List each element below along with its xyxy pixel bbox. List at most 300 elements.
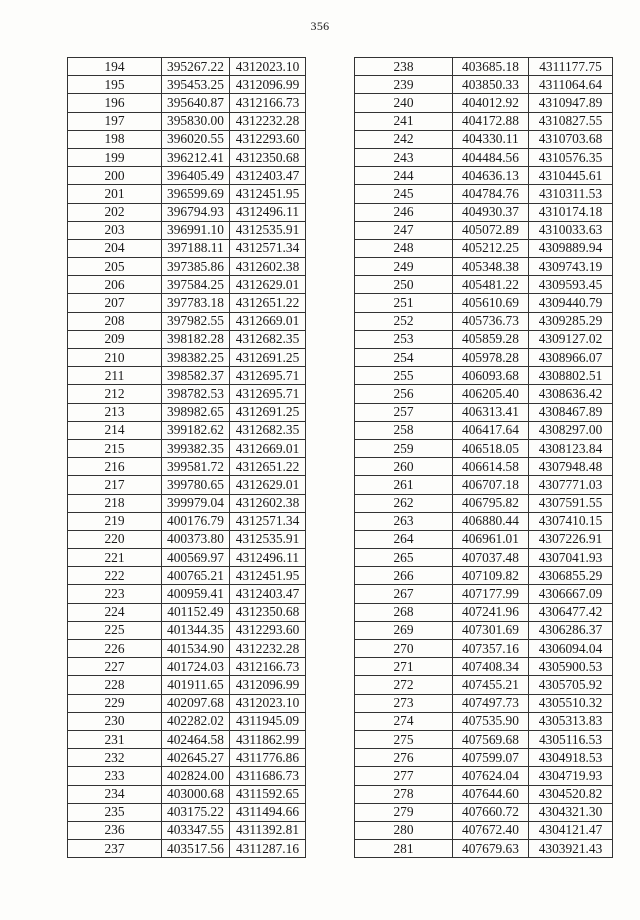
table-row bbox=[355, 621, 613, 639]
point-number-cell: 242 bbox=[355, 130, 453, 148]
point-number-cell: 248 bbox=[355, 239, 453, 257]
y-coordinate-cell: 4306286.37 bbox=[529, 621, 613, 639]
point-number-cell: 281 bbox=[355, 840, 453, 858]
x-coordinate-cell: 398582.37 bbox=[162, 367, 230, 385]
point-number-cell: 275 bbox=[355, 730, 453, 748]
point-number-cell: 253 bbox=[355, 330, 453, 348]
x-coordinate-cell: 402824.00 bbox=[162, 767, 230, 785]
y-coordinate-cell: 4308123.84 bbox=[529, 439, 613, 457]
table-row bbox=[68, 840, 306, 858]
point-number-cell: 200 bbox=[68, 167, 162, 185]
table-row bbox=[355, 58, 613, 76]
x-coordinate-cell: 405978.28 bbox=[453, 349, 529, 367]
point-number-cell: 216 bbox=[68, 458, 162, 476]
point-number-cell: 229 bbox=[68, 694, 162, 712]
table-row bbox=[68, 439, 306, 457]
point-number-cell: 264 bbox=[355, 530, 453, 548]
y-coordinate-cell: 4304520.82 bbox=[529, 785, 613, 803]
x-coordinate-cell: 396991.10 bbox=[162, 221, 230, 239]
table-row bbox=[355, 276, 613, 294]
x-coordinate-cell: 402464.58 bbox=[162, 730, 230, 748]
y-coordinate-cell: 4304121.47 bbox=[529, 821, 613, 839]
y-coordinate-cell: 4312571.34 bbox=[230, 512, 306, 530]
point-number-cell: 231 bbox=[68, 730, 162, 748]
x-coordinate-cell: 400765.21 bbox=[162, 567, 230, 585]
point-number-cell: 197 bbox=[68, 112, 162, 130]
x-coordinate-cell: 406880.44 bbox=[453, 512, 529, 530]
y-coordinate-cell: 4309889.94 bbox=[529, 239, 613, 257]
x-coordinate-cell: 400569.97 bbox=[162, 549, 230, 567]
point-number-cell: 278 bbox=[355, 785, 453, 803]
x-coordinate-cell: 402097.68 bbox=[162, 694, 230, 712]
x-coordinate-cell: 400373.80 bbox=[162, 530, 230, 548]
y-coordinate-cell: 4311686.73 bbox=[230, 767, 306, 785]
table-row bbox=[355, 258, 613, 276]
point-number-cell: 207 bbox=[68, 294, 162, 312]
point-number-cell: 276 bbox=[355, 749, 453, 767]
y-coordinate-cell: 4306477.42 bbox=[529, 603, 613, 621]
table-row bbox=[355, 130, 613, 148]
x-coordinate-cell: 407599.07 bbox=[453, 749, 529, 767]
point-number-cell: 235 bbox=[68, 803, 162, 821]
table-row bbox=[68, 458, 306, 476]
x-coordinate-cell: 407672.40 bbox=[453, 821, 529, 839]
y-coordinate-cell: 4305900.53 bbox=[529, 658, 613, 676]
table-row bbox=[68, 549, 306, 567]
table-row bbox=[355, 603, 613, 621]
x-coordinate-cell: 395830.00 bbox=[162, 112, 230, 130]
x-coordinate-cell: 405859.28 bbox=[453, 330, 529, 348]
point-number-cell: 274 bbox=[355, 712, 453, 730]
y-coordinate-cell: 4307041.93 bbox=[529, 549, 613, 567]
point-number-cell: 277 bbox=[355, 767, 453, 785]
table-row bbox=[68, 58, 306, 76]
table-row bbox=[68, 730, 306, 748]
x-coordinate-cell: 399382.35 bbox=[162, 439, 230, 457]
table-row bbox=[68, 803, 306, 821]
table-row bbox=[355, 185, 613, 203]
point-number-cell: 224 bbox=[68, 603, 162, 621]
point-number-cell: 205 bbox=[68, 258, 162, 276]
x-coordinate-cell: 401152.49 bbox=[162, 603, 230, 621]
table-row bbox=[68, 167, 306, 185]
y-coordinate-cell: 4311287.16 bbox=[230, 840, 306, 858]
x-coordinate-cell: 397783.18 bbox=[162, 294, 230, 312]
table-row bbox=[355, 312, 613, 330]
point-number-cell: 234 bbox=[68, 785, 162, 803]
x-coordinate-cell: 406205.40 bbox=[453, 385, 529, 403]
y-coordinate-cell: 4305313.83 bbox=[529, 712, 613, 730]
x-coordinate-cell: 403000.68 bbox=[162, 785, 230, 803]
point-number-cell: 263 bbox=[355, 512, 453, 530]
y-coordinate-cell: 4312602.38 bbox=[230, 258, 306, 276]
point-number-cell: 238 bbox=[355, 58, 453, 76]
point-number-cell: 206 bbox=[68, 276, 162, 294]
y-coordinate-cell: 4312096.99 bbox=[230, 676, 306, 694]
x-coordinate-cell: 397385.86 bbox=[162, 258, 230, 276]
y-coordinate-cell: 4307591.55 bbox=[529, 494, 613, 512]
point-number-cell: 258 bbox=[355, 421, 453, 439]
x-coordinate-cell: 406961.01 bbox=[453, 530, 529, 548]
table-row bbox=[355, 549, 613, 567]
table-row bbox=[355, 585, 613, 603]
point-number-cell: 237 bbox=[68, 840, 162, 858]
table-row bbox=[355, 530, 613, 548]
y-coordinate-cell: 4308966.07 bbox=[529, 349, 613, 367]
point-number-cell: 241 bbox=[355, 112, 453, 130]
table-row bbox=[68, 276, 306, 294]
x-coordinate-cell: 407037.48 bbox=[453, 549, 529, 567]
table-row bbox=[355, 294, 613, 312]
x-coordinate-cell: 407679.63 bbox=[453, 840, 529, 858]
x-coordinate-cell: 403850.33 bbox=[453, 76, 529, 94]
point-number-cell: 196 bbox=[68, 94, 162, 112]
y-coordinate-cell: 4309285.29 bbox=[529, 312, 613, 330]
y-coordinate-cell: 4312096.99 bbox=[230, 76, 306, 94]
table-row bbox=[68, 658, 306, 676]
y-coordinate-cell: 4311592.65 bbox=[230, 785, 306, 803]
x-coordinate-cell: 396794.93 bbox=[162, 203, 230, 221]
table-row bbox=[68, 694, 306, 712]
y-coordinate-cell: 4312496.11 bbox=[230, 549, 306, 567]
coordinates-table-right-body bbox=[355, 58, 613, 858]
x-coordinate-cell: 407301.69 bbox=[453, 621, 529, 639]
table-row bbox=[68, 567, 306, 585]
y-coordinate-cell: 4312669.01 bbox=[230, 312, 306, 330]
x-coordinate-cell: 395640.87 bbox=[162, 94, 230, 112]
y-coordinate-cell: 4312691.25 bbox=[230, 349, 306, 367]
table-row bbox=[68, 421, 306, 439]
table-row bbox=[355, 439, 613, 457]
table-row bbox=[68, 76, 306, 94]
x-coordinate-cell: 404012.92 bbox=[453, 94, 529, 112]
y-coordinate-cell: 4312535.91 bbox=[230, 221, 306, 239]
y-coordinate-cell: 4309593.45 bbox=[529, 276, 613, 294]
table-row bbox=[68, 148, 306, 166]
y-coordinate-cell: 4305705.92 bbox=[529, 676, 613, 694]
point-number-cell: 208 bbox=[68, 312, 162, 330]
table-row bbox=[355, 458, 613, 476]
table-row bbox=[68, 476, 306, 494]
x-coordinate-cell: 398382.25 bbox=[162, 349, 230, 367]
y-coordinate-cell: 4312691.25 bbox=[230, 403, 306, 421]
x-coordinate-cell: 407455.21 bbox=[453, 676, 529, 694]
point-number-cell: 246 bbox=[355, 203, 453, 221]
table-row bbox=[355, 712, 613, 730]
y-coordinate-cell: 4311945.09 bbox=[230, 712, 306, 730]
x-coordinate-cell: 406707.18 bbox=[453, 476, 529, 494]
x-coordinate-cell: 406614.58 bbox=[453, 458, 529, 476]
point-number-cell: 266 bbox=[355, 567, 453, 585]
point-number-cell: 219 bbox=[68, 512, 162, 530]
table-row bbox=[68, 403, 306, 421]
coordinates-table-left-body bbox=[68, 58, 306, 858]
x-coordinate-cell: 396212.41 bbox=[162, 148, 230, 166]
point-number-cell: 201 bbox=[68, 185, 162, 203]
y-coordinate-cell: 4308297.00 bbox=[529, 421, 613, 439]
x-coordinate-cell: 405481.22 bbox=[453, 276, 529, 294]
point-number-cell: 243 bbox=[355, 148, 453, 166]
y-coordinate-cell: 4312695.71 bbox=[230, 367, 306, 385]
y-coordinate-cell: 4311177.75 bbox=[529, 58, 613, 76]
x-coordinate-cell: 405212.25 bbox=[453, 239, 529, 257]
x-coordinate-cell: 404330.11 bbox=[453, 130, 529, 148]
x-coordinate-cell: 407177.99 bbox=[453, 585, 529, 603]
x-coordinate-cell: 401344.35 bbox=[162, 621, 230, 639]
point-number-cell: 250 bbox=[355, 276, 453, 294]
x-coordinate-cell: 407109.82 bbox=[453, 567, 529, 585]
point-number-cell: 221 bbox=[68, 549, 162, 567]
table-row bbox=[355, 694, 613, 712]
table-row bbox=[355, 767, 613, 785]
y-coordinate-cell: 4310947.89 bbox=[529, 94, 613, 112]
x-coordinate-cell: 407624.04 bbox=[453, 767, 529, 785]
table-row bbox=[355, 203, 613, 221]
table-row bbox=[355, 221, 613, 239]
x-coordinate-cell: 399780.65 bbox=[162, 476, 230, 494]
point-number-cell: 252 bbox=[355, 312, 453, 330]
point-number-cell: 255 bbox=[355, 367, 453, 385]
table-row bbox=[68, 585, 306, 603]
point-number-cell: 269 bbox=[355, 621, 453, 639]
table-row bbox=[355, 512, 613, 530]
point-number-cell: 270 bbox=[355, 640, 453, 658]
point-number-cell: 256 bbox=[355, 385, 453, 403]
y-coordinate-cell: 4307410.15 bbox=[529, 512, 613, 530]
point-number-cell: 198 bbox=[68, 130, 162, 148]
table-row bbox=[68, 603, 306, 621]
point-number-cell: 204 bbox=[68, 239, 162, 257]
point-number-cell: 251 bbox=[355, 294, 453, 312]
y-coordinate-cell: 4312651.22 bbox=[230, 294, 306, 312]
y-coordinate-cell: 4312496.11 bbox=[230, 203, 306, 221]
y-coordinate-cell: 4312403.47 bbox=[230, 585, 306, 603]
table-row bbox=[355, 494, 613, 512]
x-coordinate-cell: 407644.60 bbox=[453, 785, 529, 803]
point-number-cell: 259 bbox=[355, 439, 453, 457]
point-number-cell: 261 bbox=[355, 476, 453, 494]
x-coordinate-cell: 401724.03 bbox=[162, 658, 230, 676]
x-coordinate-cell: 396599.69 bbox=[162, 185, 230, 203]
x-coordinate-cell: 406417.64 bbox=[453, 421, 529, 439]
table-row bbox=[68, 621, 306, 639]
y-coordinate-cell: 4308467.89 bbox=[529, 403, 613, 421]
y-coordinate-cell: 4304918.53 bbox=[529, 749, 613, 767]
x-coordinate-cell: 401534.90 bbox=[162, 640, 230, 658]
y-coordinate-cell: 4306094.04 bbox=[529, 640, 613, 658]
table-row bbox=[355, 112, 613, 130]
table-row bbox=[68, 530, 306, 548]
y-coordinate-cell: 4307226.91 bbox=[529, 530, 613, 548]
point-number-cell: 239 bbox=[355, 76, 453, 94]
point-number-cell: 233 bbox=[68, 767, 162, 785]
table-row bbox=[68, 239, 306, 257]
point-number-cell: 257 bbox=[355, 403, 453, 421]
table-row bbox=[68, 258, 306, 276]
y-coordinate-cell: 4312629.01 bbox=[230, 276, 306, 294]
point-number-cell: 267 bbox=[355, 585, 453, 603]
point-number-cell: 271 bbox=[355, 658, 453, 676]
table-row bbox=[68, 330, 306, 348]
y-coordinate-cell: 4311776.86 bbox=[230, 749, 306, 767]
x-coordinate-cell: 401911.65 bbox=[162, 676, 230, 694]
point-number-cell: 202 bbox=[68, 203, 162, 221]
y-coordinate-cell: 4309127.02 bbox=[529, 330, 613, 348]
table-row bbox=[68, 221, 306, 239]
table-row bbox=[355, 239, 613, 257]
y-coordinate-cell: 4311494.66 bbox=[230, 803, 306, 821]
x-coordinate-cell: 402282.02 bbox=[162, 712, 230, 730]
x-coordinate-cell: 395267.22 bbox=[162, 58, 230, 76]
x-coordinate-cell: 405072.89 bbox=[453, 221, 529, 239]
coordinates-table-left bbox=[67, 57, 306, 858]
x-coordinate-cell: 399979.04 bbox=[162, 494, 230, 512]
x-coordinate-cell: 398982.65 bbox=[162, 403, 230, 421]
x-coordinate-cell: 396405.49 bbox=[162, 167, 230, 185]
point-number-cell: 203 bbox=[68, 221, 162, 239]
point-number-cell: 240 bbox=[355, 94, 453, 112]
x-coordinate-cell: 398782.53 bbox=[162, 385, 230, 403]
table-row bbox=[355, 349, 613, 367]
table-row bbox=[68, 294, 306, 312]
point-number-cell: 254 bbox=[355, 349, 453, 367]
table-row bbox=[68, 349, 306, 367]
x-coordinate-cell: 403685.18 bbox=[453, 58, 529, 76]
y-coordinate-cell: 4308636.42 bbox=[529, 385, 613, 403]
x-coordinate-cell: 407535.90 bbox=[453, 712, 529, 730]
table-row bbox=[68, 821, 306, 839]
point-number-cell: 273 bbox=[355, 694, 453, 712]
y-coordinate-cell: 4307948.48 bbox=[529, 458, 613, 476]
table-row bbox=[355, 749, 613, 767]
table-row bbox=[355, 785, 613, 803]
point-number-cell: 209 bbox=[68, 330, 162, 348]
y-coordinate-cell: 4312682.35 bbox=[230, 421, 306, 439]
x-coordinate-cell: 396020.55 bbox=[162, 130, 230, 148]
point-number-cell: 249 bbox=[355, 258, 453, 276]
x-coordinate-cell: 406795.82 bbox=[453, 494, 529, 512]
y-coordinate-cell: 4311392.81 bbox=[230, 821, 306, 839]
y-coordinate-cell: 4312535.91 bbox=[230, 530, 306, 548]
x-coordinate-cell: 402645.27 bbox=[162, 749, 230, 767]
y-coordinate-cell: 4312403.47 bbox=[230, 167, 306, 185]
x-coordinate-cell: 398182.28 bbox=[162, 330, 230, 348]
table-row bbox=[355, 567, 613, 585]
point-number-cell: 226 bbox=[68, 640, 162, 658]
table-row bbox=[68, 512, 306, 530]
table-row bbox=[355, 658, 613, 676]
table-row bbox=[355, 330, 613, 348]
y-coordinate-cell: 4312166.73 bbox=[230, 658, 306, 676]
y-coordinate-cell: 4308802.51 bbox=[529, 367, 613, 385]
y-coordinate-cell: 4312451.95 bbox=[230, 185, 306, 203]
y-coordinate-cell: 4312669.01 bbox=[230, 439, 306, 457]
y-coordinate-cell: 4312651.22 bbox=[230, 458, 306, 476]
y-coordinate-cell: 4304719.93 bbox=[529, 767, 613, 785]
x-coordinate-cell: 406313.41 bbox=[453, 403, 529, 421]
table-row bbox=[68, 749, 306, 767]
point-number-cell: 279 bbox=[355, 803, 453, 821]
x-coordinate-cell: 405610.69 bbox=[453, 294, 529, 312]
x-coordinate-cell: 404930.37 bbox=[453, 203, 529, 221]
y-coordinate-cell: 4305510.32 bbox=[529, 694, 613, 712]
point-number-cell: 247 bbox=[355, 221, 453, 239]
point-number-cell: 217 bbox=[68, 476, 162, 494]
x-coordinate-cell: 404784.76 bbox=[453, 185, 529, 203]
y-coordinate-cell: 4312293.60 bbox=[230, 130, 306, 148]
y-coordinate-cell: 4303921.43 bbox=[529, 840, 613, 858]
x-coordinate-cell: 395453.25 bbox=[162, 76, 230, 94]
point-number-cell: 214 bbox=[68, 421, 162, 439]
table-row bbox=[68, 130, 306, 148]
x-coordinate-cell: 407408.34 bbox=[453, 658, 529, 676]
point-number-cell: 268 bbox=[355, 603, 453, 621]
x-coordinate-cell: 397188.11 bbox=[162, 239, 230, 257]
x-coordinate-cell: 405736.73 bbox=[453, 312, 529, 330]
point-number-cell: 213 bbox=[68, 403, 162, 421]
point-number-cell: 230 bbox=[68, 712, 162, 730]
point-number-cell: 225 bbox=[68, 621, 162, 639]
table-row bbox=[355, 803, 613, 821]
y-coordinate-cell: 4305116.53 bbox=[529, 730, 613, 748]
y-coordinate-cell: 4310827.55 bbox=[529, 112, 613, 130]
table-row bbox=[68, 767, 306, 785]
point-number-cell: 280 bbox=[355, 821, 453, 839]
point-number-cell: 215 bbox=[68, 439, 162, 457]
table-row bbox=[68, 385, 306, 403]
x-coordinate-cell: 404636.13 bbox=[453, 167, 529, 185]
point-number-cell: 265 bbox=[355, 549, 453, 567]
point-number-cell: 260 bbox=[355, 458, 453, 476]
y-coordinate-cell: 4307771.03 bbox=[529, 476, 613, 494]
y-coordinate-cell: 4310703.68 bbox=[529, 130, 613, 148]
y-coordinate-cell: 4312023.10 bbox=[230, 58, 306, 76]
y-coordinate-cell: 4312629.01 bbox=[230, 476, 306, 494]
x-coordinate-cell: 405348.38 bbox=[453, 258, 529, 276]
x-coordinate-cell: 399581.72 bbox=[162, 458, 230, 476]
point-number-cell: 236 bbox=[68, 821, 162, 839]
y-coordinate-cell: 4310174.18 bbox=[529, 203, 613, 221]
table-row bbox=[355, 385, 613, 403]
point-number-cell: 228 bbox=[68, 676, 162, 694]
table-row bbox=[355, 730, 613, 748]
y-coordinate-cell: 4312350.68 bbox=[230, 603, 306, 621]
table-row bbox=[68, 112, 306, 130]
table-row bbox=[68, 494, 306, 512]
table-row bbox=[68, 312, 306, 330]
point-number-cell: 227 bbox=[68, 658, 162, 676]
table-row bbox=[355, 676, 613, 694]
y-coordinate-cell: 4312166.73 bbox=[230, 94, 306, 112]
x-coordinate-cell: 397982.55 bbox=[162, 312, 230, 330]
point-number-cell: 210 bbox=[68, 349, 162, 367]
y-coordinate-cell: 4311862.99 bbox=[230, 730, 306, 748]
x-coordinate-cell: 407241.96 bbox=[453, 603, 529, 621]
point-number-cell: 245 bbox=[355, 185, 453, 203]
point-number-cell: 262 bbox=[355, 494, 453, 512]
coordinates-table-right bbox=[354, 57, 613, 858]
y-coordinate-cell: 4312232.28 bbox=[230, 112, 306, 130]
x-coordinate-cell: 404484.56 bbox=[453, 148, 529, 166]
y-coordinate-cell: 4312602.38 bbox=[230, 494, 306, 512]
table-row bbox=[355, 840, 613, 858]
point-number-cell: 195 bbox=[68, 76, 162, 94]
x-coordinate-cell: 403347.55 bbox=[162, 821, 230, 839]
y-coordinate-cell: 4312451.95 bbox=[230, 567, 306, 585]
x-coordinate-cell: 407497.73 bbox=[453, 694, 529, 712]
x-coordinate-cell: 407357.16 bbox=[453, 640, 529, 658]
y-coordinate-cell: 4310311.53 bbox=[529, 185, 613, 203]
